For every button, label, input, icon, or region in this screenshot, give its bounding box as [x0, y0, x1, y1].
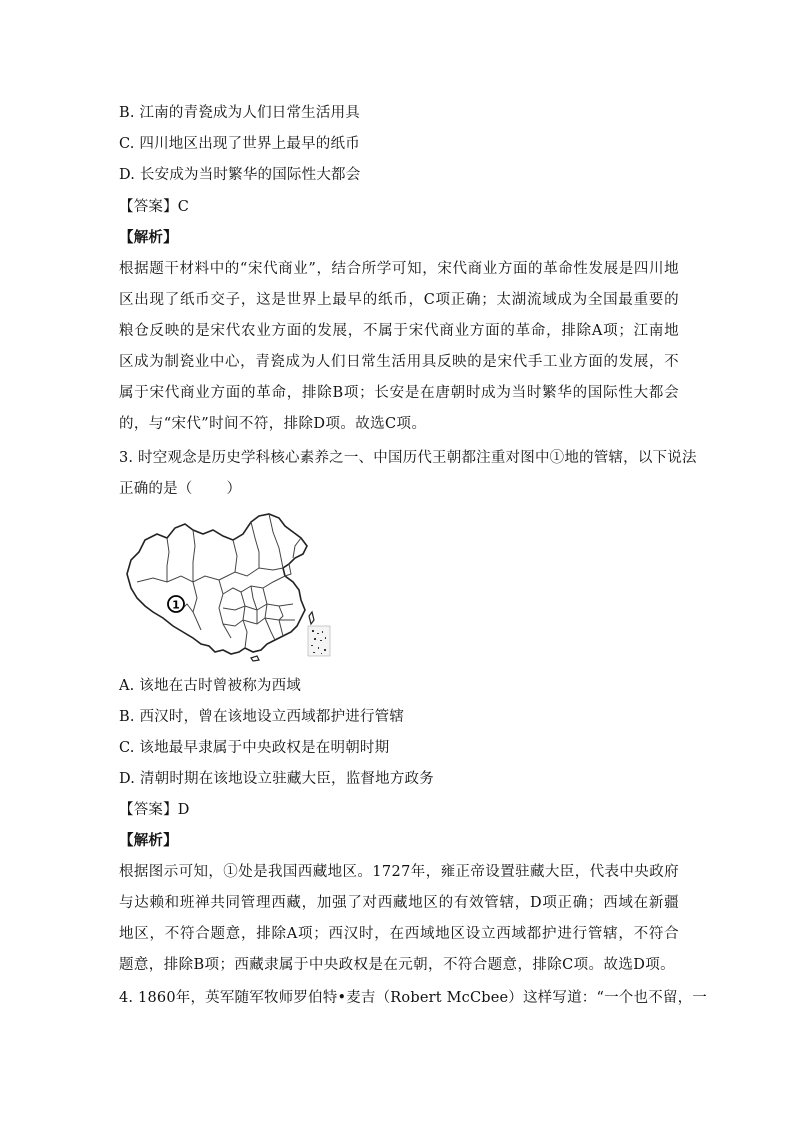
- q3-analysis-text: 根据图示可知，①处是我国西藏地区。1727年，雍正帝设置驻藏大臣，代表中央政府与达赖和班禅共同管理西藏，加强了对西藏地区的有效管辖，D项正确；西域在新疆地区，不符合题意，排除A项；西汉时，在西域地区设立西域都护进行管辖，不符合题意，排除B项；西藏隶属于中央政权是在元朝，不符合题意，排除C项。故选D项。: [119, 864, 679, 973]
- q3-analysis-label: 【解析】: [119, 832, 178, 849]
- marker-1-label: 1: [172, 598, 180, 612]
- q2-option-c: C. 四川地区出现了世界上最早的纸币: [119, 136, 360, 152]
- q3-stem-text: 正确的是（: [119, 481, 193, 497]
- china-map: [123, 512, 335, 662]
- q3-stem-line2: [119, 479, 241, 499]
- taiwan-outline: [309, 612, 314, 624]
- china-outline: [127, 514, 307, 654]
- q2-option-d: D. 长安成为当时繁华的国际性大都会: [119, 167, 361, 183]
- q2-analysis-label: 【解析】: [119, 229, 178, 246]
- hainan-outline: [251, 656, 259, 661]
- q4-stem-line1: 4. 1860年，英军随军牧师罗伯特•麦吉（Robert McCbee）这样写道：“一个也不留，一: [119, 990, 707, 1006]
- q3-option-b: B. 西汉时，曾在该地设立西域都护进行管辖: [119, 709, 405, 725]
- q2-analysis-text: 根据题干材料中的“宋代商业”，结合所学可知，宋代商业方面的革命性发展是四川地区出现了纸币交子，这是世界上最早的纸币，C项正确；太湖流域成为全国最重要的粮仓反映的是宋代农业方面的发展，不属于宋代商业方面的革命，排除A项；江南地区成为制瓷业中心，青瓷成为人们日常生活用具反映的是宋代手工业方面的发展，不属于宋代商业方面的革命，排除B项；长安是在唐朝时成为当时繁华的国际性大都会的，与“宋代”时间不符，排除D项。故选C项。: [119, 261, 679, 432]
- q3-stem-close: ）: [226, 481, 242, 497]
- south-sea-inset: [308, 626, 330, 656]
- q3-option-c: C. 该地最早隶属于中央政权是在明朝时期: [119, 740, 390, 756]
- q2-answer: 【答案】C: [119, 199, 190, 215]
- q3-answer: 【答案】D: [119, 802, 190, 818]
- q3-option-d: D. 清朝时期在该地设立驻藏大臣，监督地方政务: [119, 771, 434, 787]
- q3-stem-line1: 3. 时空观念是历史学科核心素养之一、中国历代王朝都注重对图中①地的管辖，以下说法: [119, 450, 697, 466]
- q2-option-b: B. 江南的青瓷成为人们日常生活用具: [119, 105, 360, 121]
- q3-option-a: A. 该地在古时曾被称为西域: [119, 678, 301, 694]
